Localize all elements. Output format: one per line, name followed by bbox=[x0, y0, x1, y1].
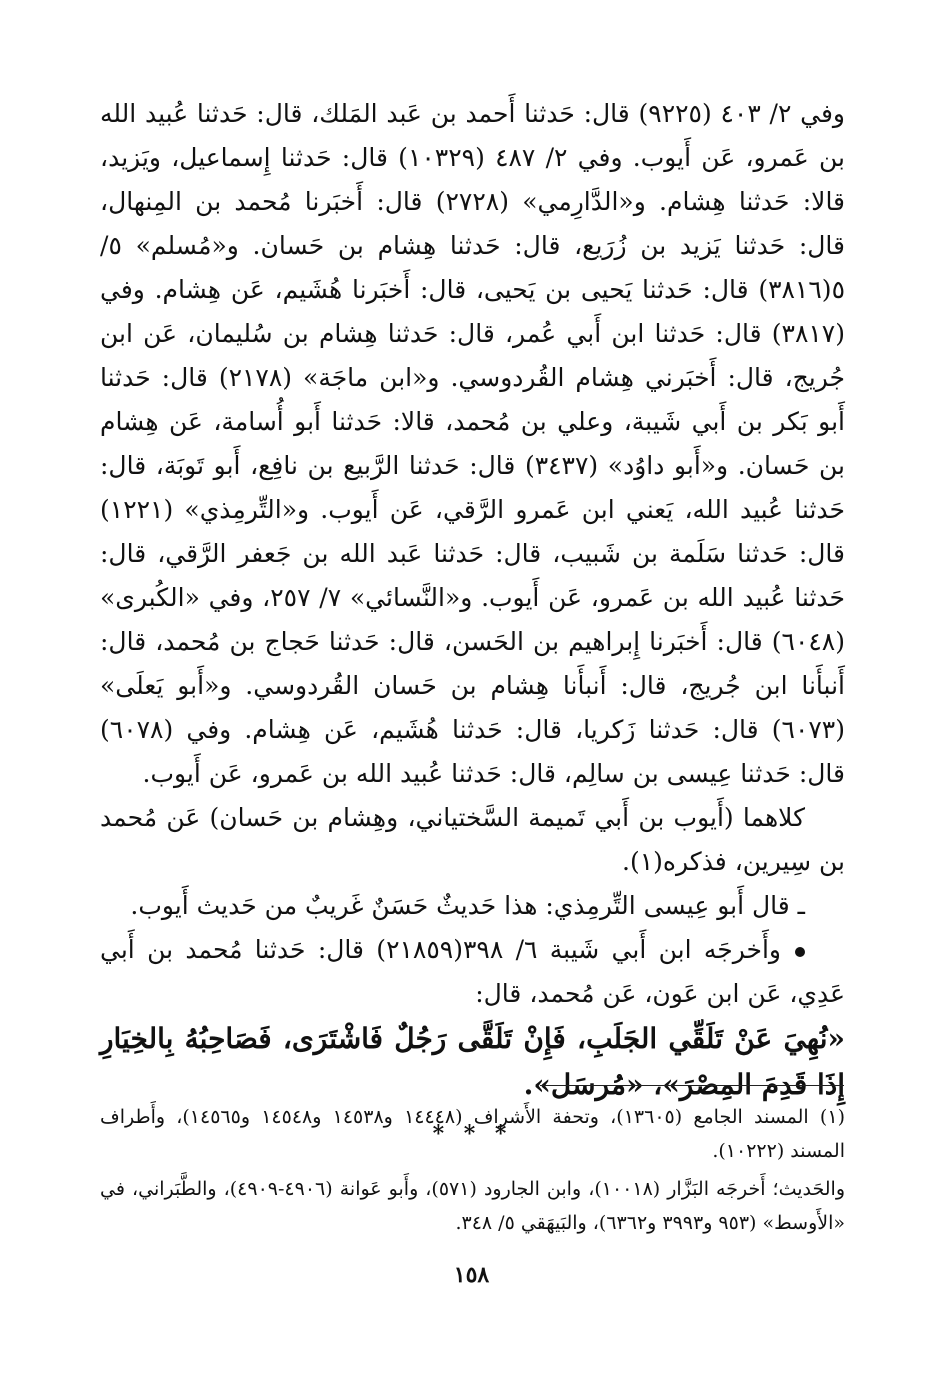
paragraph-sources: وفي ٢/ ٤٠٣ (٩٢٢٥) قال: حَدثنا أَحمد بن عَبد المَلك، قال: حَدثنا عُبيد الله بن عَمرو، عَن أَيوب. وفي ٢/ ٤٨٧ (١٠٣٢٩) قال: حَدثنا إِسماعيل، ويَزيد، قالا: حَدثنا هِشام. و«الدَّارِمي» (٢٧٢٨) قال: أَخبَرنا مُحمد بن المِنهال، قال: حَدثنا يَزيد بن زُرَيع، قال: حَدثنا هِشام بن حَسان. و«مُسلم» ٥/ ٥(٣٨١٦) قال: حَدثنا يَحيى بن يَحيى، قال: أَخبَرنا هُشَيم، عَن هِشام. وفي (٣٨١٧) قال: حَدثنا ابن أَبي عُمر، قال: حَدثنا هِشام بن سُليمان، عَن ابن جُريج، قال: أَخبَرني هِشام القُردوسي. و«ابن ماجَة» (٢١٧٨) قال: حَدثنا أَبو بَكر بن أَبي شَيبة، وعلي بن مُحمد، قالا: حَدثنا أَبو أُسامة، عَن هِشام بن حَسان. و«أَبو داوُد» (٣٤٣٧) قال: حَدثنا الرَّبيع بن نافِع، أَبو تَوبَة، قال: حَدثنا عُبيد الله، يَعني ابن عَمرو الرَّقي، عَن أَيوب. و«التِّرمِذي» (١٢٢١) قال: حَدثنا سَلَمة بن شَبيب، قال: حَدثنا عَبد الله بن جَعفر الرَّقي، قال: حَدثنا عُبيد الله بن عَمرو، عَن أَيوب. و«النَّسائي» ٧/ ٢٥٧، وفي «الكُبرى» (٦٠٤٨) قال: أَخبَرنا إِبراهيم بن الحَسن، قال: حَدثنا حَجاج بن مُحمد، قال: أَنبأَنا ابن جُريج، قال: أَنبأَنا هِشام بن حَسان القُردوسي. و«أَبو يَعلَى» (٦٠٧٣) قال: حَدثنا زَكريا، قال: حَدثنا هُشَيم، عَن هِشام. وفي (٦٠٧٨) قال: حَدثنا عِيسى بن سالِم، قال: حَدثنا عُبيد الله بن عَمرو، عَن أَيوب. bbox=[100, 99, 846, 788]
footnote-2: والحَديث؛ أَخرجَه البَزَّار (١٠٠١٨)، وابن الجارود (٥٧١)، وأَبو عَوانة (٤٩٠٦-٤٩٠٩)، والطَّبَراني، في «الأَوسط» (٩٥٣ و٣٩٩٣ و٦٣٦٢)، والبَيهَقي ٥/ ٣٤٨. bbox=[100, 1178, 846, 1234]
section-separator: * * * bbox=[432, 1121, 513, 1147]
paragraph-both: كلاهما (أَيوب بن أَبي تَميمة السَّختياني، وهِشام بن حَسان) عَن مُحمد بن سِيرين، فذكره(١). bbox=[100, 803, 845, 876]
main-text bbox=[100, 92, 845, 1156]
page-number: ١٥٨ bbox=[453, 1262, 490, 1288]
paragraph-ibn-abi-shaybah-text: وأَخرجَه ابن أَبي شَيبة ٦/ ٣٩٨(٢١٨٥٩) قال: حَدثنا مُحمد بن أَبي عَدِي، عَن ابن عَون، عَن مُحمد، قال: bbox=[100, 935, 845, 1008]
hadith-quote: «نُهِيَ عَنْ تَلَقِّي الجَلَبِ، فَإِنْ تَلَقَّى رَجُلٌ فَاشْتَرَى، فَصَاحِبُهُ بِالخِيَارِ إِذَا قَدِمَ المِصْرَ»، «مُرسَل». bbox=[100, 1022, 845, 1101]
footnote-1: (١) المسند الجامع (١٣٦٠٥)، وتحفة الأَشراف (١٤٤٤٨ و١٤٥٣٨ و١٤٥٤٨ و١٤٥٦٥)، وأَطراف المسند (١٠٢٢٢). bbox=[100, 1106, 845, 1162]
bullet-icon bbox=[795, 947, 805, 957]
footnotes bbox=[100, 1100, 845, 1244]
paragraph-tirmidhi-grading: ـ قال أَبو عِيسى التِّرمِذي: هذا حَديثٌ حَسَنٌ غَريبٌ من حَديث أَيوب. bbox=[130, 891, 805, 920]
paragraph-ibn-abi-shaybah bbox=[100, 928, 845, 1016]
footnote-rule bbox=[540, 1085, 844, 1086]
